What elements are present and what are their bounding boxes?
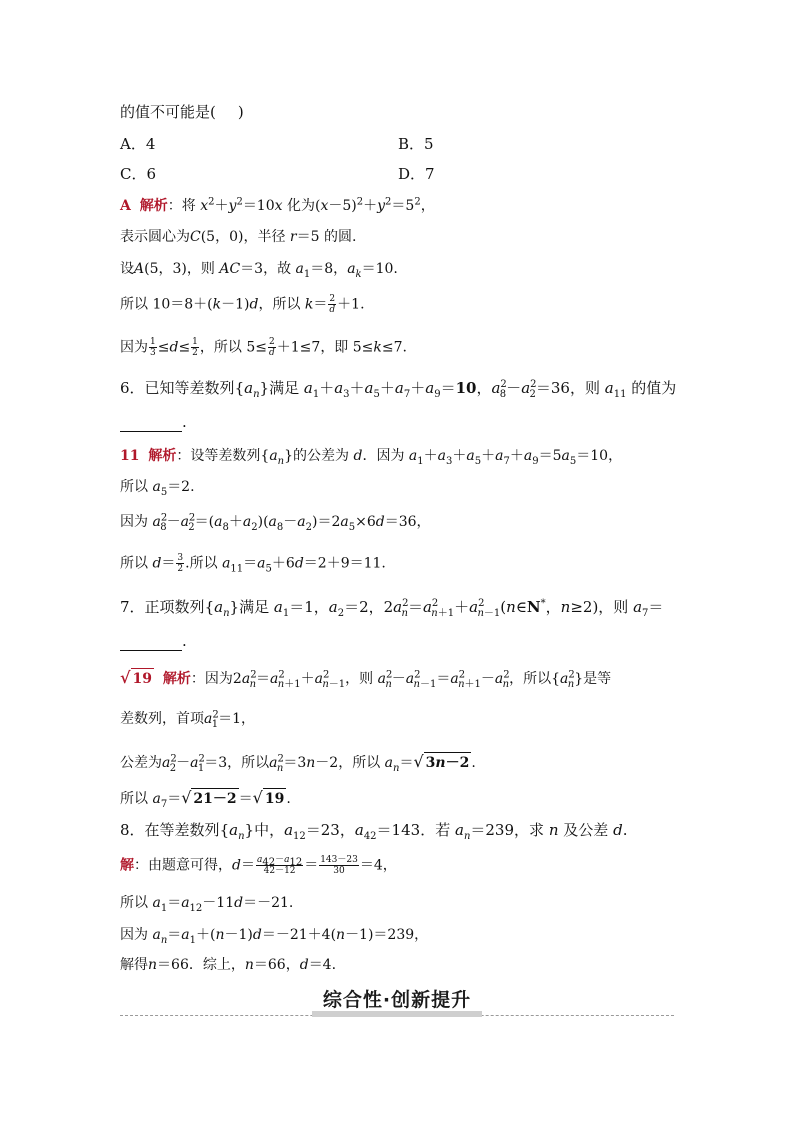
- q7-solution-line-4: 所以 $a_7=√$ 21－2 ＝√ 19 .: [120, 788, 291, 810]
- q5-option-a: A．4: [120, 135, 156, 153]
- q5-solution-line-2: 表示圆心为C(5，0)，半径 r＝5 的圆.: [120, 229, 357, 245]
- q7-answer: √ 19: [120, 668, 152, 687]
- q7-stem: 7．正项数列$\{a_n\}$满足 $a_1=1$，$a_2=2$，$2a^2_n=a^2_{n+1}+a^2_{n-1}(n\in N^*$，n≥2)，则 $a_7=$: [120, 598, 664, 619]
- q6-solution-line-1: 11 解析：设等差数列$\{a_n\}$的公差为 d．因为 $a_1+a_3+a_5+a_7+a_9=5a_5=10$，: [120, 448, 623, 467]
- q5-solution-line-1: A 解析：将 $x^2+y^2=10x$ 化为$(x-5)^2+y^2=5^2$，: [120, 196, 435, 214]
- q6-answer: 11: [120, 448, 140, 464]
- q8-stem: 8．在等差数列$\{a_n\}$中，$a_{12}=23$，$a_{42}=143$．若 $a_n=239$，求 n 及公差 d.: [120, 821, 628, 842]
- q8-solve-label: 解: [120, 857, 134, 874]
- q6-stem: 6．已知等差数列$\{a_n\}$满足 $a_1+a_3+a_5+a_7+a_9=10$，$a^2_8-a^2_2=36$，则 $a_{11}$ 的值为: [120, 379, 677, 400]
- section-title: 综合性·创新提升: [322, 989, 472, 1011]
- q8-solution-line-4: 解得n＝66．综上，n＝66，d＝4.: [120, 957, 337, 973]
- q5-stem: 的值不可能是( ): [120, 103, 244, 121]
- q5-solution-line-5: 因为 $\frac{1}{3}$ ≤d≤ $\frac{1}{2}$ ，所以 5≤ $\frac{2}{d}$ ＋1≤7，即 5≤k≤7.: [120, 337, 407, 358]
- q5-solution-line-3: 设A(5，3)，则 AC＝3，故 $a_1=8$，$a_k=10$.: [120, 261, 398, 280]
- q5-solution-line-4: 所以 10＝8＋(k－1)d，所以 k＝ $\frac{2}{d}$ ＋1.: [120, 294, 365, 315]
- q6-solution-line-4: 所以 d＝ $\frac{3}{2}$ .所以 $a_{11}=a_5+6d=2+9=11$.: [120, 553, 386, 575]
- q8-solution-line-1: 解：由题意可得，d＝ $\frac{a_{42}-a_{12}}{42-12}$ ＝ $\frac{143-23}{30}$ ＝4，: [120, 855, 397, 876]
- q6-solution-line-3: 因为 $a^2_8-a^2_2=(a_8+a_2)(a_8-a_2)=2a_5\times 6d=36$，: [120, 512, 431, 533]
- q5-option-d: D．7: [398, 165, 435, 183]
- q8-solution-line-3: 因为 $a_n=a_1+(n-1)d=-21+4(n-1)=239$，: [120, 927, 429, 946]
- section-header: [120, 985, 674, 1019]
- q5-option-c: C．6: [120, 165, 157, 183]
- q6-solution-line-2: 所以 $a_5=2$.: [120, 479, 195, 498]
- q7-solution-line-1: √ 19 解析：因为$2a^2_n=a^2_{n+1}+a^2_{n-1}$，则 $a^2_n-a^2_{n-1}=a^2_{n+1}-a^2_n$，所以$\{a^2_n\}$是等: [120, 668, 612, 690]
- q5-analysis-label: 解析: [139, 198, 168, 214]
- q6-analysis-label: 解析: [148, 448, 177, 464]
- q7-analysis-label: 解析: [162, 671, 191, 687]
- q6-answer-blank: .: [120, 412, 187, 432]
- q7-solution-line-3: 公差为$a^2_2-a^2_1=3$，所以$a^2_n=3n-2$，所以 $a_n=√$ 3n－2 .: [120, 752, 476, 774]
- q7-answer-blank: .: [120, 631, 187, 651]
- q5-option-b: B．5: [398, 135, 434, 153]
- q5-answer: A: [120, 198, 131, 214]
- q8-solution-line-2: 所以 $a_1=a_{12}-11d=-21$.: [120, 895, 294, 914]
- q7-solution-line-2: 差数列，首项$a^2_1=1$，: [120, 709, 256, 730]
